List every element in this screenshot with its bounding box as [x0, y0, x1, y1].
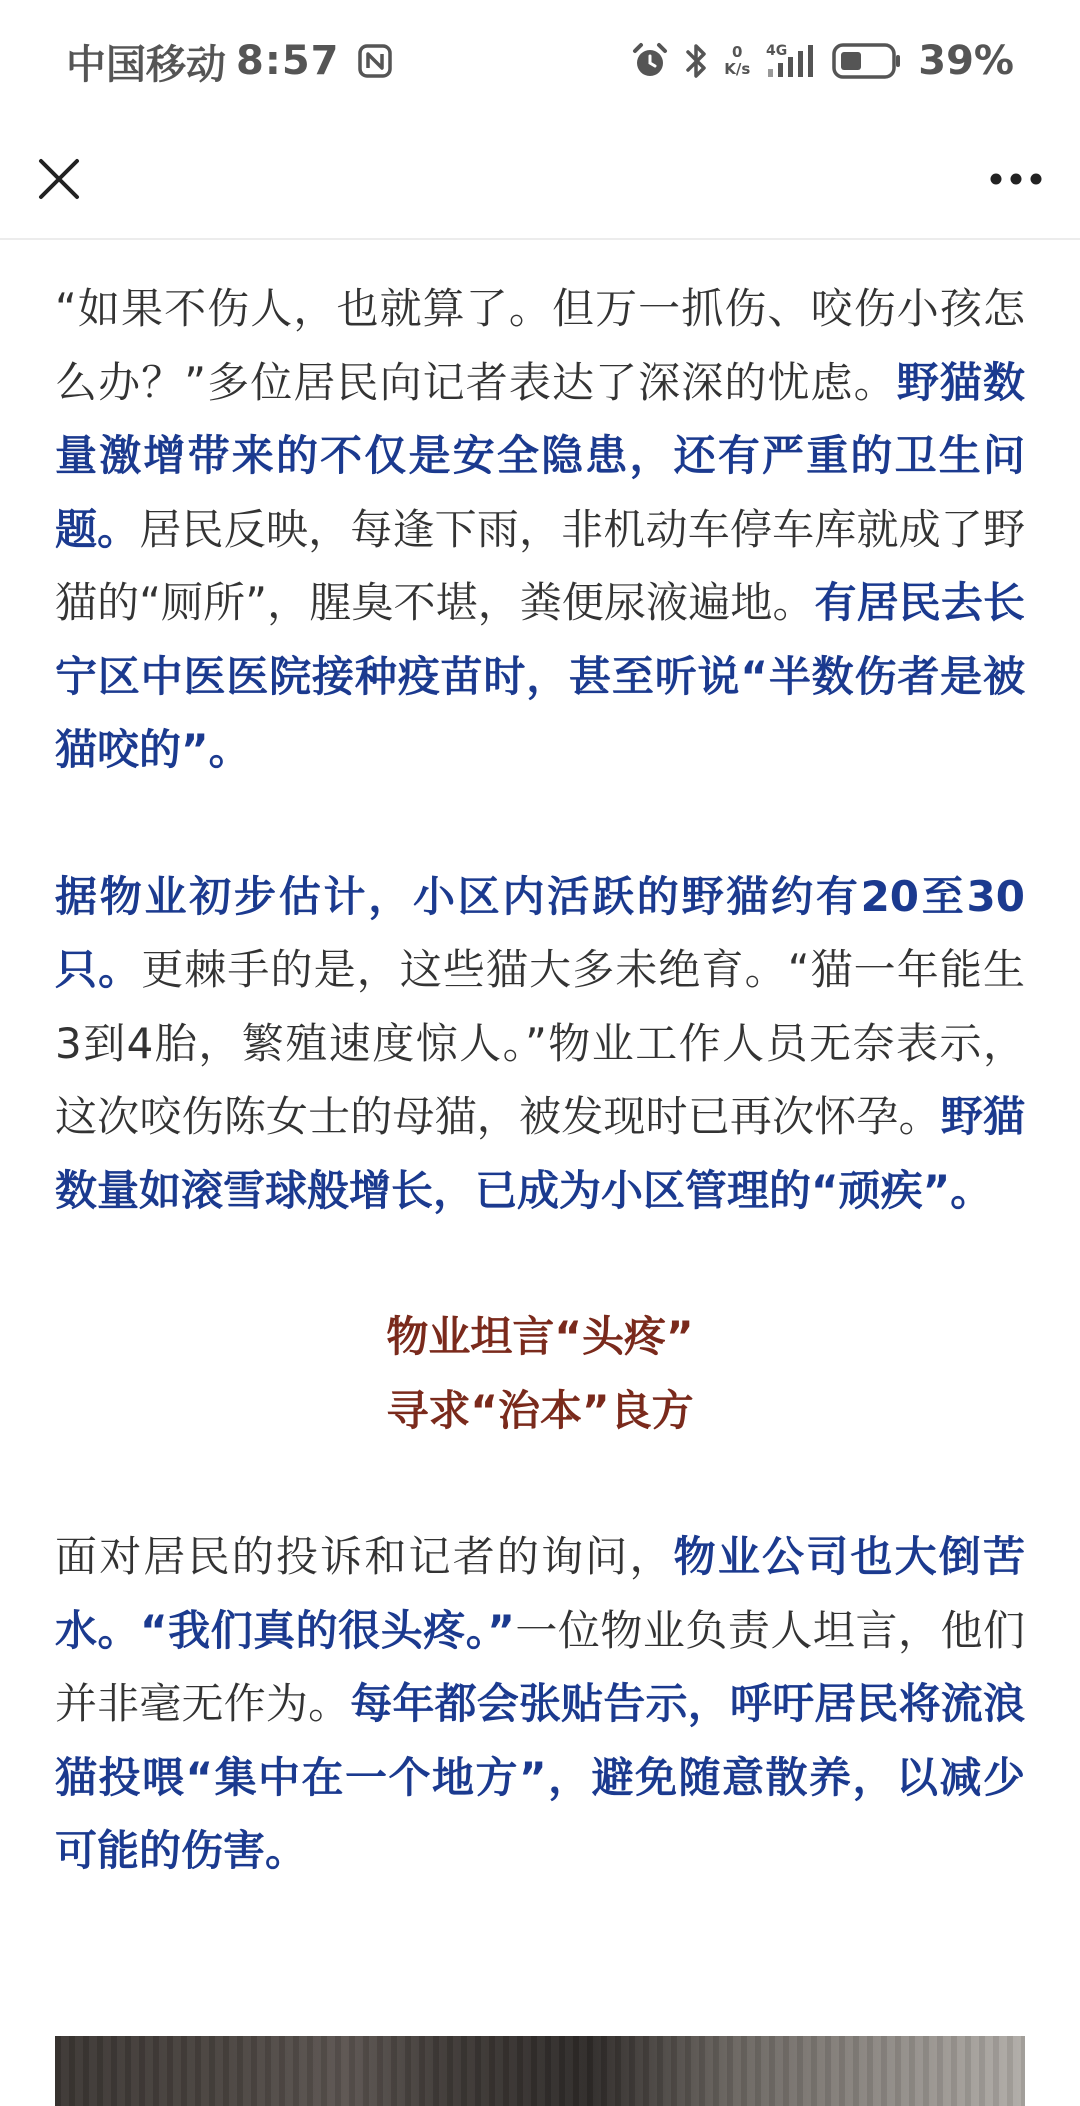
- paragraph-1: [55, 272, 1025, 787]
- more-options-button[interactable]: [976, 144, 1056, 214]
- paragraph-2: [55, 860, 1025, 1228]
- paragraph-3: [55, 1520, 1025, 1888]
- paragraph-2-text-1: 更棘手的是，这些猫大多未绝育。“猫一年能生3到4胎，繁殖速度惊人。”物业工作人员无奈表示，这次咬伤陈女士的母猫，被发现时已再次怀孕。: [55, 945, 1025, 1141]
- paragraph-1-highlight-2: 有居民去长宁区中医医院接种疫苗时，甚至听说“半数伤者是被猫咬的”。: [55, 578, 1025, 774]
- svg-text:4G: 4G: [766, 43, 788, 59]
- paragraph-3-highlight-2: 每年都会张贴告示，呼吁居民将流浪猫投喂“集中在一个地方”，避免随意散养，以减少可能的伤害。: [55, 1679, 1025, 1875]
- article-photo[interactable]: [55, 2036, 1025, 2106]
- network-speed: [724, 44, 750, 78]
- close-icon: [37, 157, 81, 201]
- paragraph-2-highlight-1: 据物业初步估计，小区内活跃的野猫约有20至30只。: [55, 871, 1025, 994]
- clock-time: 8:57: [236, 38, 340, 84]
- paragraph-3-highlight-1: 物业公司也大倒苦水。“我们真的很头疼。”: [55, 1532, 1025, 1655]
- battery-percent: 39%: [918, 38, 1014, 84]
- paragraph-3-text-1: 面对居民的投诉和记者的询问，: [55, 1532, 674, 1581]
- status-bar: [0, 0, 1080, 120]
- top-navigation: [0, 120, 1080, 240]
- paragraph-2-highlight-2: 野猫数量如滚雪球般增长，已成为小区管理的“顽疾”。: [55, 1092, 1025, 1215]
- section-heading-line-1: 物业坦言“头疼”: [386, 1312, 694, 1361]
- more-icon: [989, 172, 1043, 186]
- section-heading-line-2: 寻求“治本”良方: [386, 1385, 694, 1435]
- paragraph-1-highlight-1: 野猫数量激增带来的不仅是安全隐患，还有严重的卫生问题。: [55, 357, 1025, 554]
- paragraph-1-text-1: “如果不伤人，也就算了。但万一抓伤、咬伤小孩怎么办？”多位居民向记者表达了深深的忧虑。: [55, 284, 1025, 407]
- status-left: [66, 34, 392, 88]
- section-heading: [55, 1300, 1025, 1447]
- carrier-name: 中国移动: [66, 41, 226, 88]
- paragraph-1-text-2: 居民反映，每逢下雨，非机动车停车库就成了野猫的“厕所”，腥臭不堪，粪便尿液遍地。: [55, 504, 1025, 627]
- close-button[interactable]: [24, 144, 94, 214]
- article-body: [55, 272, 1025, 1888]
- paragraph-3-text-2: 一位物业负责人坦言，他们并非毫无作为。: [55, 1605, 1025, 1728]
- nfc-icon: [358, 44, 392, 78]
- alarm-icon: [630, 41, 670, 81]
- signal-icon: [764, 41, 818, 81]
- battery-icon: [832, 42, 902, 80]
- status-right: [630, 34, 1014, 88]
- bluetooth-icon: [684, 41, 710, 81]
- network-speed-value: 0: [732, 43, 743, 61]
- network-speed-unit: K/s: [724, 60, 751, 78]
